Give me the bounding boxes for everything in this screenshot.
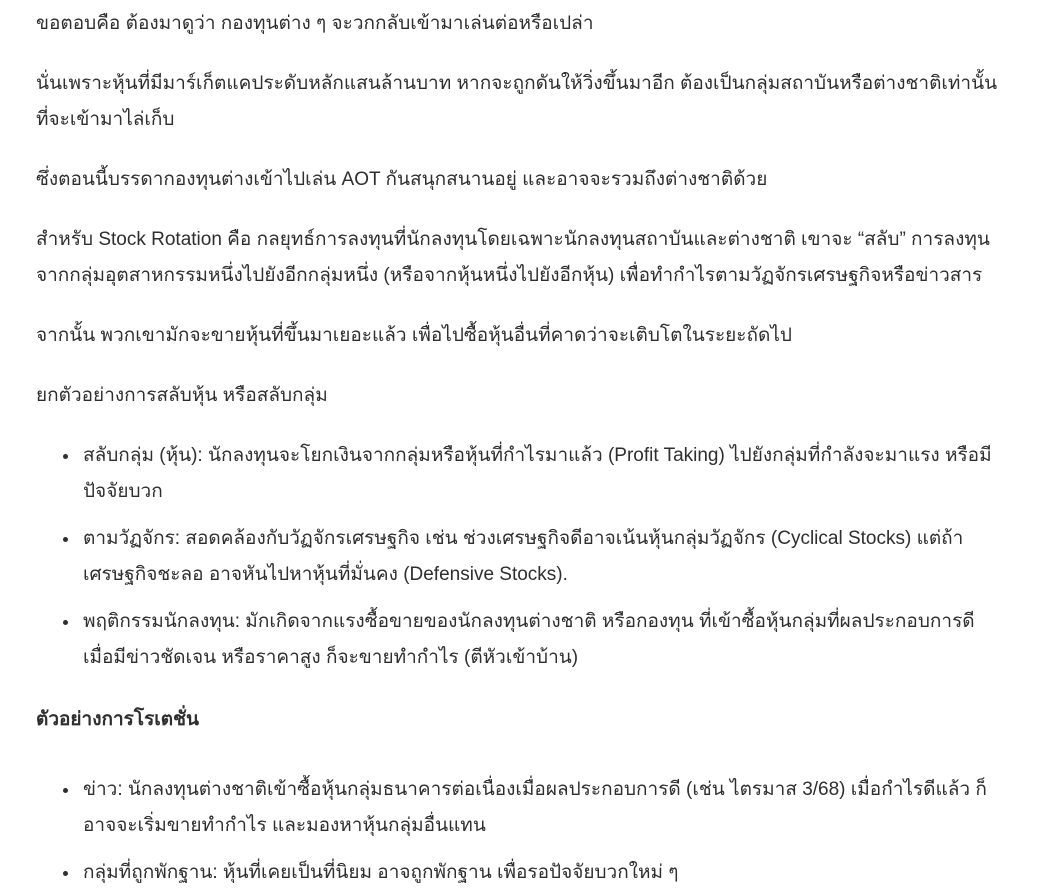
list-item-economic-cycle: • ตามวัฏจักร: สอดคล้องกับวัฏจักรเศรษฐกิจ เช่น ช่วงเศรษฐกิจดีอาจเน้นหุ้นกลุ่มวัฏจักร (Cyclical Stocks) แต่ถ้าเศรษฐกิจชะลอ อาจหันไปหาหุ้นที่มั่นคง (Defensive Stocks). bbox=[80, 521, 1002, 593]
rotation-examples-list bbox=[36, 772, 1002, 891]
list-item-switch-group: • สลับกลุ่ม (หุ้น): นักลงทุนจะโยกเงินจากกลุ่มหรือหุ้นที่กำไรมาแล้ว (Profit Taking) ไปยังกลุ่มที่กำลังจะมาแรง หรือมีปัจจัยบวก bbox=[80, 438, 1002, 510]
paragraph-aot-funds: ซึ่งตอนนี้บรรดากองทุนต่างเข้าไปเล่น AOT กันสนุกสนานอยู่ และอาจจะรวมถึงต่างชาติด้วย bbox=[36, 169, 768, 190]
list-item-investor-behavior: • พฤติกรรมนักลงทุน: มักเกิดจากแรงซื้อขายของนักลงทุนต่างชาติ หรือกองทุน ที่เข้าซื้อหุ้นกลุ่มที่ผลประกอบการดี เมื่อมีข่าวชัดเจน หรือราคาสูง ก็จะขายทำกำไร (ตีหัวเข้าบ้าน) bbox=[80, 604, 1002, 676]
list-item-base-rest-group: • กลุ่มที่ถูกพักฐาน: หุ้นที่เคยเป็นที่นิยม อาจถูกพักฐาน เพื่อรอปัจจัยบวกใหม่ ๆ bbox=[80, 855, 1002, 891]
paragraph-examples-intro: ยกตัวอย่างการสลับหุ้น หรือสลับกลุ่ม bbox=[36, 385, 328, 406]
paragraph-marketcap: นั่นเพราะหุ้นที่มีมาร์เก็ตแคประดับหลักแสนล้านบาท หากจะถูกดันให้วิ่งขึ้นมาอีก ต้องเป็นกลุ่มสถาบันหรือต่างชาติเท่านั้นที่จะเข้ามาไล่เก็บ bbox=[36, 73, 998, 130]
rotation-types-list bbox=[36, 438, 1002, 676]
paragraph-sell-and-buy-next: จากนั้น พวกเขามักจะขายหุ้นที่ขึ้นมาเยอะแล้ว เพื่อไปซื้อหุ้นอื่นที่คาดว่าจะเติบโตในระยะถัดไป bbox=[36, 325, 792, 346]
paragraph-stock-rotation-definition: สำหรับ Stock Rotation คือ กลยุทธ์การลงทุนที่นักลงทุนโดยเฉพาะนักลงทุนสถาบันและต่างชาติ เขาจะ “สลับ” การลงทุนจากกลุ่มอุตสาหกรรมหนึ่งไปยังอีกกลุ่มหนึ่ง (หรือจากหุ้นหนึ่งไปยังอีกหุ้น) เพื่อทำกำไรตามวัฏจักรเศรษฐกิจหรือข่าวสาร bbox=[36, 229, 990, 286]
list-item-news: • ข่าว: นักลงทุนต่างชาติเข้าซื้อหุ้นกลุ่มธนาคารต่อเนื่องเมื่อผลประกอบการดี (เช่น ไตรมาส 3/68) เมื่อกำไรดีแล้ว ก็อาจจะเริ่มขายทำกำไร และมองหาหุ้นกลุ่มอื่นแทน bbox=[80, 772, 1002, 844]
paragraph-answer-intro: ขอตอบคือ ต้องมาดูว่า กองทุนต่าง ๆ จะวกกลับเข้ามาเล่นต่อหรือเปล่า bbox=[36, 13, 594, 34]
section-heading-rotation-example: ตัวอย่างการโรเตชั่น bbox=[36, 709, 200, 730]
